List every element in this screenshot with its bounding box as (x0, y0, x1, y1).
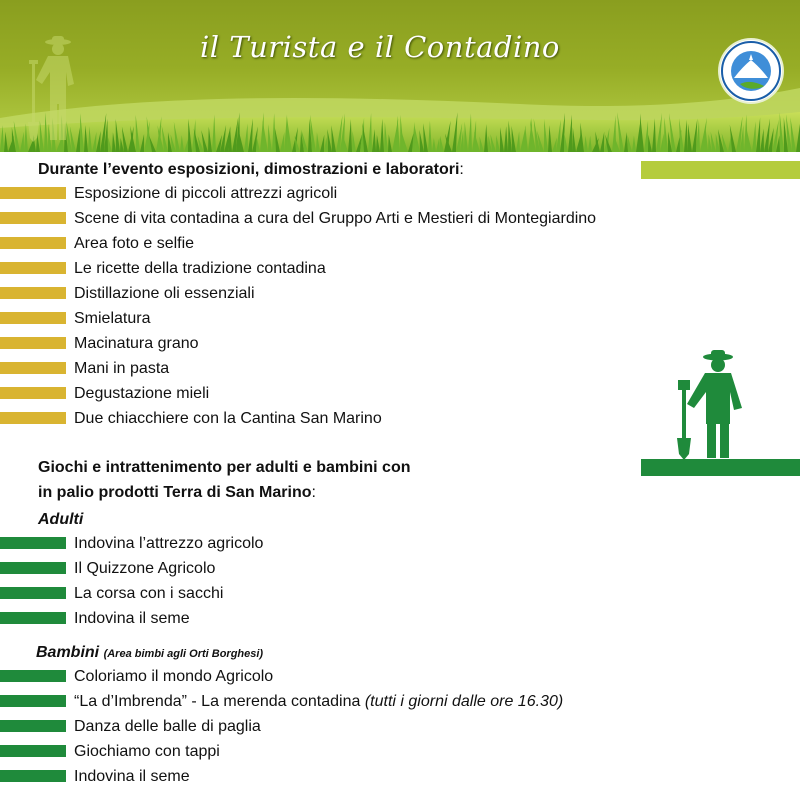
content (0, 152, 800, 800)
item-main-text: “La d’Imbrenda” - La merenda contadina (74, 693, 365, 710)
item-main-text: Danza delle balle di paglia (74, 718, 261, 735)
accent-bar-lime (641, 161, 800, 179)
list-item-text: Area foto e selfie (74, 235, 195, 252)
list-item-text: Distillazione oli essenziali (74, 285, 255, 302)
list-item-text (74, 714, 261, 739)
heading-colon: : (311, 484, 316, 501)
subheading-adults: Adulti (38, 511, 84, 528)
list-item-text: Macinatura grano (74, 335, 199, 352)
page-title: il Turista e il Contadino (200, 30, 560, 64)
bullet-bar (0, 187, 66, 199)
item-main-text: Giochiamo con tappi (74, 743, 220, 760)
list-item (0, 714, 720, 739)
bullet-bar (0, 387, 66, 399)
heading-colon: : (459, 161, 464, 178)
bullet-bar (0, 337, 66, 349)
list-item (0, 406, 720, 431)
header-banner (0, 0, 800, 152)
subheading-kids (36, 642, 263, 665)
list-item-text: Il Quizzone Agricolo (74, 560, 216, 577)
list-item-text (74, 739, 220, 764)
bullet-bar (0, 362, 66, 374)
list-item (0, 231, 720, 256)
list-item-text: Indovina l’attrezzo agricolo (74, 535, 264, 552)
list-item (0, 556, 720, 581)
list-item (0, 256, 720, 281)
list-item (0, 281, 720, 306)
list-item (0, 531, 720, 556)
section-heading-games (38, 455, 410, 505)
logo (720, 40, 782, 102)
list-item-text (74, 764, 190, 789)
accent-bar-green (641, 459, 800, 476)
list-item (0, 739, 720, 764)
bullet-bar (0, 612, 66, 624)
list-item (0, 381, 720, 406)
bullet-bar (0, 562, 66, 574)
bullet-bar (0, 412, 66, 424)
grass-decoration (0, 0, 800, 152)
item-note: (tutti i giorni dalle ore 16.30) (364, 693, 564, 710)
heading-text: Durante l’evento esposizioni, dimostrazioni e laboratori (38, 161, 460, 178)
list-item (0, 764, 720, 789)
bullet-bar (0, 670, 66, 682)
list-item (0, 206, 720, 231)
list-item (0, 331, 720, 356)
list-item-text (74, 664, 273, 689)
list-item-text: La corsa con i sacchi (74, 585, 224, 602)
section-heading-exhibits (38, 157, 464, 182)
list-item-text: Due chiacchiere con la Cantina San Marino (74, 410, 382, 427)
list-item (0, 689, 720, 714)
item-main-text: Indovina il seme (74, 768, 190, 785)
list-item (0, 306, 720, 331)
item-main-text: Coloriamo il mondo Agricolo (74, 668, 274, 685)
bullet-bar (0, 237, 66, 249)
list-item-text: Esposizione di piccoli attrezzi agricoli (74, 185, 338, 202)
bullet-bar (0, 287, 66, 299)
list-item (0, 606, 720, 631)
list-item (0, 356, 720, 381)
kids-label: Bambini (36, 644, 100, 661)
list-item (0, 664, 720, 689)
heading-line-2: in palio prodotti Terra di San Marino (38, 484, 312, 501)
list-item-text: Indovina il seme (74, 610, 190, 627)
bullet-bar (0, 537, 66, 549)
heading-line-1: Giochi e intrattenimento per adulti e bambini con (38, 459, 411, 476)
bullet-bar (0, 262, 66, 274)
list-item (0, 581, 720, 606)
list-item-text: Scene di vita contadina a cura del Gruppo Arti e Mestieri di Montegiardino (74, 210, 597, 227)
bullet-bar (0, 312, 66, 324)
list-item-text: Mani in pasta (74, 360, 170, 377)
list-item-text (74, 689, 563, 714)
logo-emblem-icon (720, 40, 782, 102)
list-item (0, 181, 720, 206)
list-item-text: Smielatura (74, 310, 151, 327)
list-item-text: Le ricette della tradizione contadina (74, 260, 326, 277)
bullet-bar (0, 695, 66, 707)
bullet-bar (0, 770, 66, 782)
kids-note: (Area bimbi agli Orti Borghesi) (103, 648, 264, 660)
bullet-bar (0, 587, 66, 599)
bullet-bar (0, 720, 66, 732)
farmer-silhouette-icon (22, 34, 86, 144)
list-item-text: Degustazione mieli (74, 385, 210, 402)
bullet-bar (0, 745, 66, 757)
bullet-bar (0, 212, 66, 224)
